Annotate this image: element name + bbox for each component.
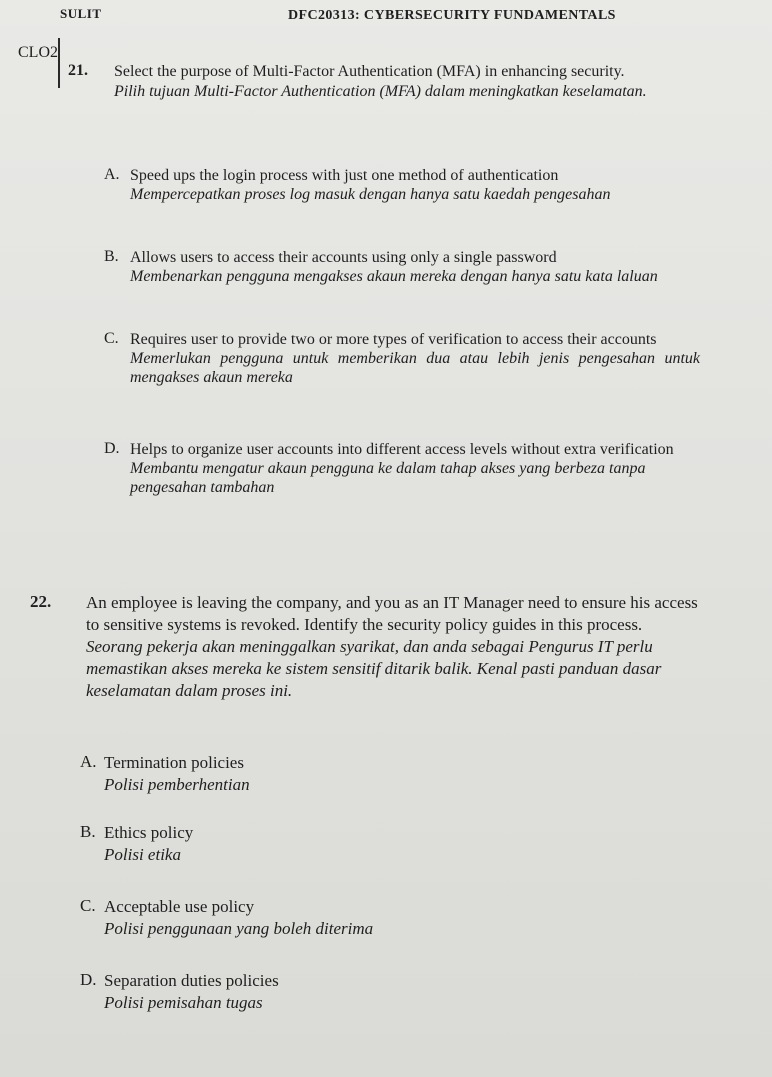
- q22-option-a-en: Termination policies: [104, 753, 244, 772]
- q21-option-d-letter: D.: [104, 440, 120, 457]
- q22-option-c-en: Acceptable use policy: [104, 897, 255, 916]
- q21-option-c[interactable]: [130, 330, 700, 387]
- q22-option-d[interactable]: [104, 970, 604, 1014]
- q21-stem-my: Pilih tujuan Multi-Factor Authentication (MFA) dalam meningkatkan keselamatan.: [114, 83, 647, 100]
- q21-option-a[interactable]: [130, 166, 690, 204]
- q22-option-d-en: Separation duties policies: [104, 971, 279, 990]
- q22-stem: [86, 592, 708, 702]
- q22-option-d-letter: D.: [80, 970, 97, 989]
- q22-option-c[interactable]: [104, 896, 604, 940]
- q22-stem-en: An employee is leaving the company, and you as an IT Manager need to ensure his access to sensitive systems is revoked. Identify the security policy guides in this process.: [86, 593, 698, 634]
- q21-option-a-letter: A.: [104, 166, 120, 183]
- q21-option-b[interactable]: [130, 248, 690, 286]
- q21-option-b-letter: B.: [104, 248, 119, 265]
- q22-option-a-my: Polisi pemberhentian: [104, 775, 250, 794]
- q21-stem-en: Select the purpose of Multi-Factor Authentication (MFA) in enhancing security.: [114, 63, 625, 80]
- q21-option-c-en: Requires user to provide two or more types of verification to access their accounts: [130, 331, 657, 348]
- q22-stem-my: Seorang pekerja akan meninggalkan syarikat, dan anda sebagai Pengurus IT perlu memastikan akses mereka ke sistem sensitif ditarik balik. Kenal pasti panduan dasar keselamatan dalam proses ini.: [86, 637, 662, 700]
- q22-number: 22.: [30, 592, 52, 611]
- q22-option-b-letter: B.: [80, 822, 96, 841]
- q21-option-d-my: Membantu mengatur akaun pengguna ke dalam tahap akses yang berbeza tanpa pengesahan tambahan: [130, 460, 646, 496]
- q21-option-b-my: Membenarkan pengguna mengakses akaun mereka dengan hanya satu kata laluan: [130, 268, 658, 285]
- q22-option-b-en: Ethics policy: [104, 823, 194, 842]
- q22-option-b[interactable]: [104, 822, 604, 866]
- q21-option-a-my: Mempercepatkan proses log masuk dengan hanya satu kaedah pengesahan: [130, 186, 611, 203]
- q21-option-b-en: Allows users to access their accounts using only a single password: [130, 249, 557, 266]
- q21-stem: [114, 62, 692, 101]
- header-course-title: DFC20313: CYBERSECURITY FUNDAMENTALS: [288, 8, 616, 23]
- header-sulit: SULIT: [60, 6, 102, 21]
- q22-option-b-my: Polisi etika: [104, 845, 181, 864]
- clo-label: CLO2: [18, 44, 58, 61]
- q22-option-c-letter: C.: [80, 896, 96, 915]
- q21-option-d-en: Helps to organize user accounts into different access levels without extra verification: [130, 441, 674, 458]
- q22-option-d-my: Polisi pemisahan tugas: [104, 993, 263, 1012]
- q21-option-c-my: Memerlukan pengguna untuk memberikan dua atau lebih jenis pengesahan untuk mengakses akaun mereka: [130, 350, 700, 386]
- q21-option-a-en: Speed ups the login process with just one method of authentication: [130, 167, 559, 184]
- q22-option-a-letter: A.: [80, 752, 97, 771]
- q21-option-d[interactable]: [130, 440, 702, 497]
- margin-divider: [58, 38, 60, 88]
- q22-option-a[interactable]: [104, 752, 604, 796]
- q21-number: 21.: [68, 62, 88, 79]
- q21-option-c-letter: C.: [104, 330, 119, 347]
- q22-option-c-my: Polisi penggunaan yang boleh diterima: [104, 919, 374, 938]
